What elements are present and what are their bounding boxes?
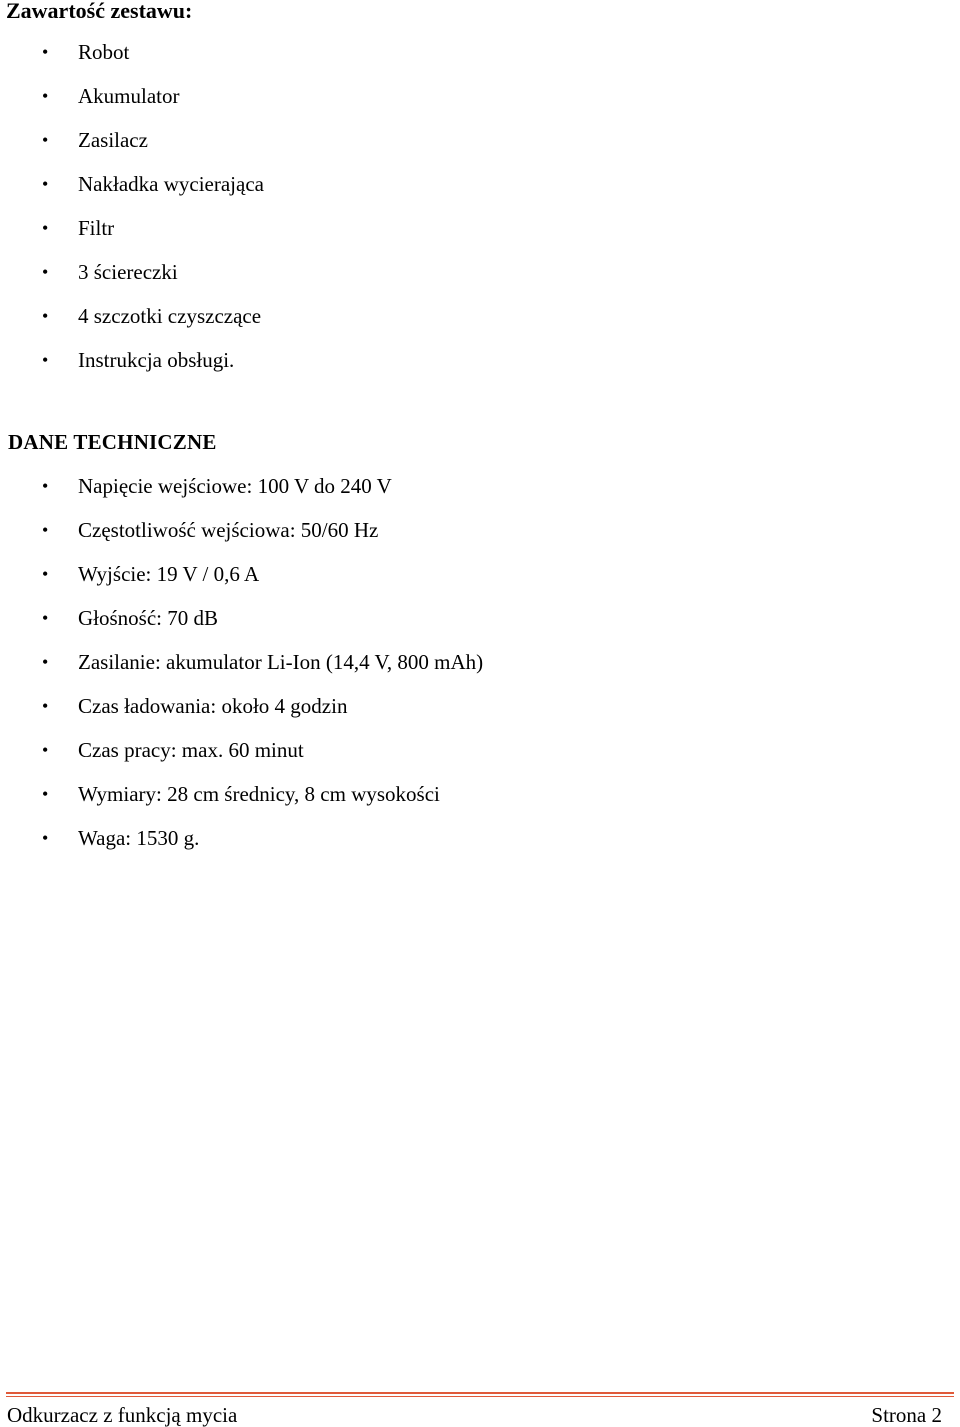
list-item-label: Wyjście: 19 V / 0,6 A: [78, 562, 260, 586]
list-item-label: Częstotliwość wejściowa: 50/60 Hz: [78, 518, 379, 542]
footer-document-title: Odkurzacz z funkcją mycia: [7, 1403, 238, 1427]
bullet-icon: •: [42, 652, 49, 672]
list-item-label: 3 ściereczki: [78, 260, 178, 284]
bullet-icon: •: [42, 306, 49, 326]
list-item-label: Nakładka wycierająca: [78, 172, 264, 196]
bullet-icon: •: [42, 520, 49, 540]
list-item-label: Instrukcja obsługi.: [78, 348, 235, 372]
bullet-icon: •: [42, 130, 49, 150]
bullet-icon: •: [42, 42, 49, 62]
bullet-icon: •: [42, 174, 49, 194]
bullet-icon: •: [42, 696, 49, 716]
bullet-icon: •: [42, 476, 49, 496]
list-item-label: Napięcie wejściowe: 100 V do 240 V: [78, 474, 392, 498]
footer-divider-thin: [6, 1396, 954, 1397]
list-item-label: 4 szczotki czyszczące: [78, 304, 262, 328]
bullet-icon: •: [42, 740, 49, 760]
list-item-label: Zasilanie: akumulator Li-Ion (14,4 V, 800 mAh): [78, 650, 484, 674]
list-item-label: Głośność: 70 dB: [78, 606, 219, 630]
list-item-label: Czas pracy: max. 60 minut: [78, 738, 304, 762]
list-item-label: Robot: [78, 40, 130, 64]
bullet-icon: •: [42, 86, 49, 106]
bullet-icon: •: [42, 608, 49, 628]
bullet-icon: •: [42, 564, 49, 584]
bullet-icon: •: [42, 784, 49, 804]
bullet-icon: •: [42, 828, 49, 848]
list-item-label: Czas ładowania: około 4 godzin: [78, 694, 348, 718]
list-item-label: Wymiary: 28 cm średnicy, 8 cm wysokości: [78, 782, 440, 806]
bullet-icon: •: [42, 262, 49, 282]
list-item-label: Akumulator: [78, 84, 180, 108]
list-item-label: Waga: 1530 g.: [78, 826, 200, 850]
bullet-icon: •: [42, 350, 49, 370]
footer-page-number: Strona 2: [871, 1403, 942, 1427]
list-item-label: Filtr: [78, 216, 115, 240]
specs-heading: DANE TECHNICZNE: [8, 430, 217, 454]
bullet-icon: •: [42, 218, 49, 238]
footer-divider-thick: [6, 1392, 954, 1394]
contents-heading: Zawartość zestawu:: [6, 0, 193, 23]
list-item-label: Zasilacz: [78, 128, 148, 152]
